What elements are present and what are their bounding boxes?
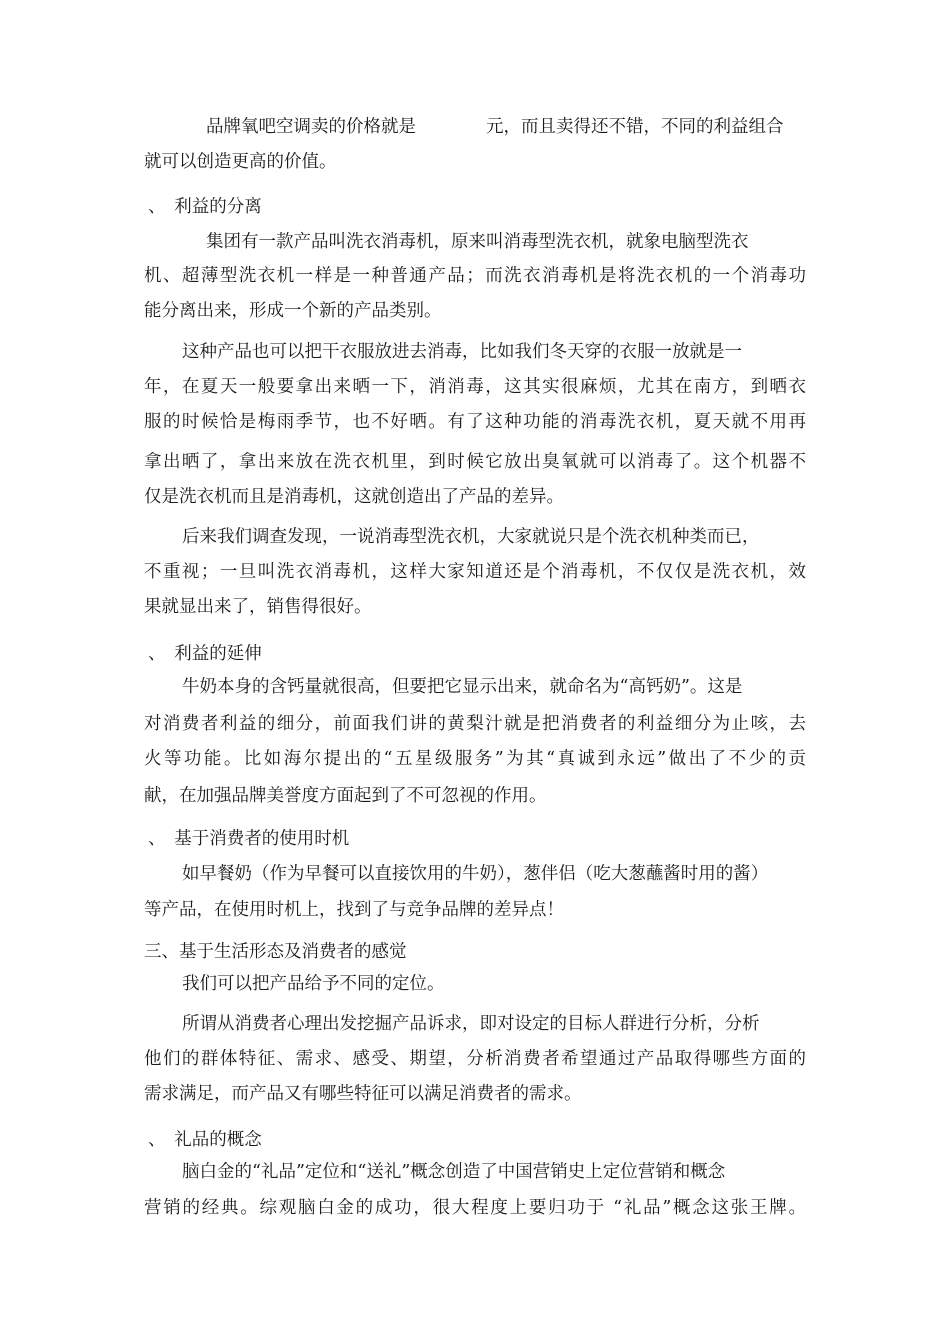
text-line: 果就显出来了，销售得很好。 bbox=[144, 597, 372, 617]
text-line: 就可以创造更高的价值。 bbox=[144, 152, 337, 172]
text-line: 火等功能。比如海尔提出的“五星级服务”为其“真诚到永远”做出了不少的贡 bbox=[144, 749, 806, 769]
text-line: 营销的经典。综观脑白金的成功，很大程度上要归功于 “礼品”概念这张王牌。 bbox=[144, 1198, 806, 1218]
text-line: 集团有一款产品叫洗衣消毒机，原来叫消毒型洗衣机，就象电脑型洗衣 bbox=[206, 232, 749, 252]
text-line: 献，在加强品牌美誉度方面起到了不可忽视的作用。 bbox=[144, 786, 547, 806]
text-line: 脑白金的“礼品”定位和“送礼”概念创造了中国营销史上定位营销和概念 bbox=[182, 1162, 726, 1182]
section-heading: 、 利益的延伸 bbox=[148, 644, 262, 664]
text-line: 如早餐奶（作为早餐可以直接饮用的牛奶），葱伴侣（吃大葱蘸酱时用的酱） bbox=[182, 864, 769, 884]
text-line: 对消费者利益的细分，前面我们讲的黄梨汁就是把消费者的利益细分为止咳，去 bbox=[144, 714, 806, 734]
text-line: 后来我们调查发现，一说消毒型洗衣机，大家就说只是个洗衣机种类而已， bbox=[182, 527, 760, 547]
section-heading: 、 礼品的概念 bbox=[148, 1130, 262, 1150]
text-line: 元，而且卖得还不错，不同的利益组合 bbox=[486, 117, 784, 137]
text-line: 他们的群体特征、需求、感受、期望，分析消费者希望通过产品取得哪些方面的 bbox=[144, 1049, 806, 1069]
text-line: 机、超薄型洗衣机一样是一种普通产品；而洗衣消毒机是将洗衣机的一个消毒功 bbox=[144, 266, 806, 286]
section-heading: 、 基于消费者的使用时机 bbox=[148, 829, 350, 849]
text-line: 这种产品也可以把干衣服放进去消毒，比如我们冬天穿的衣服一放就是一 bbox=[182, 342, 742, 362]
text-line: 拿出晒了，拿出来放在洗衣机里，到时候它放出臭氧就可以消毒了。这个机器不 bbox=[144, 452, 806, 472]
text-line: 等产品，在使用时机上，找到了与竞争品牌的差异点！ bbox=[144, 900, 564, 920]
text-line: 需求满足，而产品又有哪些特征可以满足消费者的需求。 bbox=[144, 1084, 582, 1104]
text-line: 牛奶本身的含钙量就很高，但要把它显示出来，就命名为“高钙奶”。这是 bbox=[182, 677, 743, 697]
text-line: 年，在夏天一般要拿出来晒一下，消消毒，这其实很麻烦，尤其在南方，到晒衣 bbox=[144, 377, 806, 397]
text-line: 品牌氧吧空调卖的价格就是 bbox=[206, 117, 416, 137]
section-heading: 、 利益的分离 bbox=[148, 197, 262, 217]
text-line: 能分离出来，形成一个新的产品类别。 bbox=[144, 301, 442, 321]
text-line: 不重视；一旦叫洗衣消毒机，这样大家知道还是个消毒机，不仅仅是洗衣机，效 bbox=[144, 562, 806, 582]
section-heading: 三、基于生活形态及消费者的感觉 bbox=[144, 942, 407, 962]
text-line: 仅是洗衣机而且是消毒机，这就创造出了产品的差异。 bbox=[144, 487, 564, 507]
text-line: 所谓从消费者心理出发挖掘产品诉求，即对设定的目标人群进行分析，分析 bbox=[182, 1014, 760, 1034]
text-line: 服的时候恰是梅雨季节，也不好晒。有了这种功能的消毒洗衣机，夏天就不用再 bbox=[144, 412, 806, 432]
text-line: 我们可以把产品给予不同的定位。 bbox=[182, 974, 445, 994]
